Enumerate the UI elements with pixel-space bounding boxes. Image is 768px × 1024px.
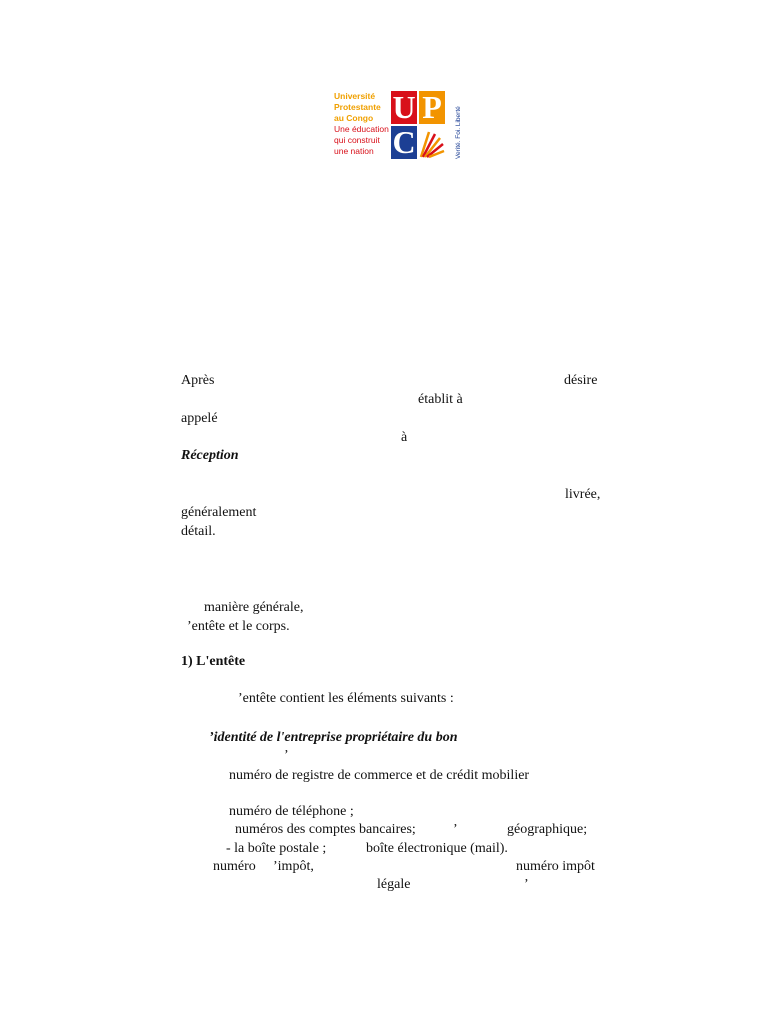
text-generalement: généralement (181, 505, 257, 520)
text-boite-postale: - la boîte postale ; (226, 841, 327, 856)
logo-line: Une éducation (334, 124, 389, 134)
text-apostrophe: ’ (524, 877, 529, 892)
university-logo (334, 89, 462, 160)
text-legale: légale (377, 877, 411, 892)
text-reception: Réception (181, 448, 239, 463)
text-impot: ’impôt, (273, 859, 314, 874)
logo-letter-c: C (392, 124, 416, 160)
logo-emblem (391, 91, 445, 159)
text-detail: détail. (181, 524, 216, 539)
text-numero: numéro (213, 859, 256, 874)
flame-icon (419, 126, 445, 159)
logo-motto-text: Verité. Foi. Liberté (455, 106, 462, 159)
text-livree: livrée, (565, 487, 601, 502)
logo-motto (447, 91, 462, 159)
logo-line: Protestante (334, 102, 381, 112)
text-telephone: numéro de téléphone ; (229, 804, 354, 819)
logo-line: une nation (334, 146, 374, 156)
logo-line: Université (334, 91, 376, 101)
text-entete-corps: ’entête et le corps. (187, 619, 290, 634)
text-comptes: numéros des comptes bancaires; (235, 822, 416, 837)
text-maniere: manière générale, (204, 600, 304, 615)
text-desire: désire (564, 373, 598, 388)
logo-line: qui construit (334, 135, 380, 145)
text-apostrophe: ’ (453, 822, 458, 837)
logo-wordmark (334, 91, 390, 157)
section-heading-entete: 1) L'entête (181, 654, 246, 669)
logo-letter-p: P (419, 91, 445, 124)
text-appele: appelé (181, 411, 218, 426)
text-entete-contient: ’entête contient les éléments suivants : (238, 691, 454, 706)
text-apostrophe: ’ (284, 748, 289, 763)
text-etablit: établit à (418, 392, 463, 407)
text-apres: Après (181, 373, 215, 388)
text-geographique: géographique; (507, 822, 588, 837)
text-numero-impot: numéro impôt (516, 859, 595, 874)
logo-letter-u: U (392, 89, 416, 125)
text-identite: ’identité de l'entreprise propriétaire du bon (209, 730, 458, 745)
text-boite-electronique: boîte électronique (mail). (366, 841, 508, 856)
text-a: à (401, 430, 408, 445)
text-registre: numéro de registre de commerce et de crédit mobilier (229, 768, 530, 783)
logo-line: au Congo (334, 113, 374, 123)
